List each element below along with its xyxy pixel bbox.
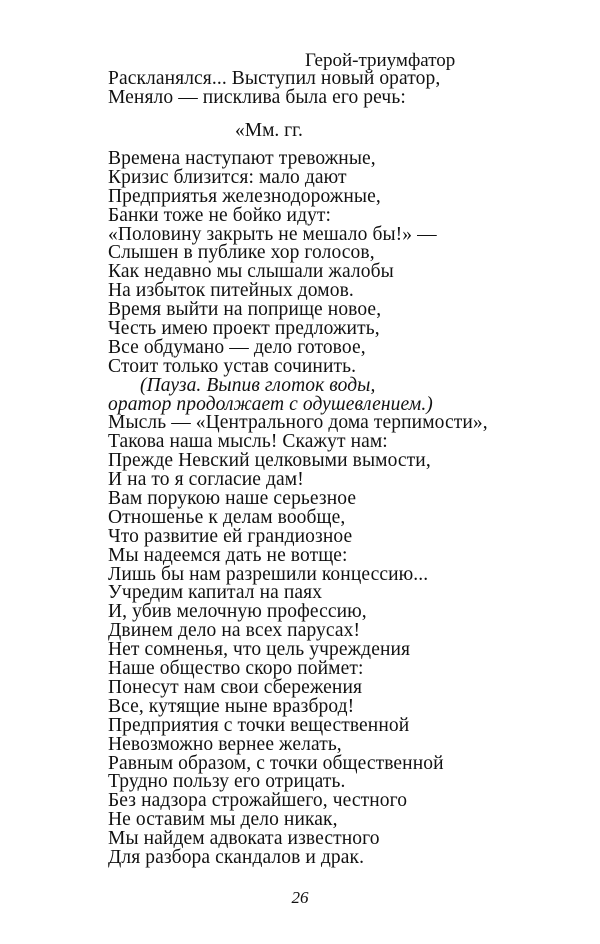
verse-line: Лишь бы нам разрешили концессию... bbox=[108, 563, 429, 585]
verse-line: Не оставим мы дело никак, bbox=[108, 809, 338, 831]
verse-line: На избыток питейных домов. bbox=[108, 280, 354, 302]
stage-direction-line: (Пауза. Выпив глоток воды, bbox=[140, 374, 376, 396]
verse-line: Меняло — писклива была его речь: bbox=[108, 86, 406, 108]
verse-line: Время выйти на поприще новое, bbox=[108, 299, 382, 321]
speech-heading: «Мм. гг. bbox=[235, 120, 303, 141]
verse-line: Банки тоже не бойко идут: bbox=[108, 204, 332, 226]
verse-line: Мысль — «Центрального дома терпимости», bbox=[108, 412, 488, 434]
verse-line: Невозможно вернее желать, bbox=[108, 733, 342, 755]
verse-line: Предприятья железнодорожные, bbox=[108, 185, 381, 207]
verse-line: Все обдумано — дело готовое, bbox=[108, 336, 366, 358]
page-number: 26 bbox=[291, 888, 309, 907]
verse-line: Такова наша мысль! Скажут нам: bbox=[108, 431, 388, 453]
verse-line: Прежде Невский целковыми вымости, bbox=[108, 450, 431, 472]
verse-line: Кризис близится: мало дают bbox=[108, 166, 347, 188]
verse-line: Что развитие ей грандиозное bbox=[108, 525, 353, 547]
running-head: Герой-триумфатор bbox=[305, 50, 456, 71]
verse-line: Стоит только устав сочинить. bbox=[108, 355, 357, 377]
verse-line: Учредим капитал на паях bbox=[108, 582, 323, 604]
verse-line: Вам порукою наше серьезное bbox=[108, 488, 357, 510]
verse-line: Понесут нам свои сбережения bbox=[108, 676, 363, 698]
verse-line: Все, кутящие ныне вразброд! bbox=[108, 695, 355, 717]
verse-line: Равным образом, с точки общественной bbox=[108, 752, 444, 774]
verse-line: Слышен в публике хор голосов, bbox=[108, 242, 375, 264]
verse-line: Раскланялся... Выступил новый оратор, bbox=[108, 68, 441, 89]
speech-stanza bbox=[108, 150, 488, 868]
verse-line: Трудно пользу его отрицать. bbox=[108, 771, 346, 793]
verse-line: «Половину закрыть не мешало бы!» — bbox=[108, 223, 437, 245]
verse-line: Нет сомненья, что цель учреждения bbox=[108, 639, 411, 661]
verse-line: Времена наступают тревожные, bbox=[108, 148, 376, 169]
verse-line: Честь имею проект предложить, bbox=[108, 318, 380, 340]
verse-line: И на то я согласие дам! bbox=[108, 469, 304, 491]
verse-line: Как недавно мы слышали жалобы bbox=[108, 261, 394, 283]
intro-stanza bbox=[108, 70, 440, 108]
verse-line: Мы надеемся дать не вотще: bbox=[108, 544, 348, 566]
verse-line: Без надзора строжайшего, честного bbox=[108, 790, 408, 812]
verse-line: И, убив мелочную профессию, bbox=[108, 601, 367, 623]
verse-line: Предприятия с точки вещественной bbox=[108, 714, 410, 736]
verse-line: Отношенье к делам вообще, bbox=[108, 506, 346, 528]
verse-line: Для разбора скандалов и драк. bbox=[108, 846, 365, 868]
verse-line: Наше общество скоро поймет: bbox=[108, 658, 364, 680]
verse-line: Двинем дело на всех парусах! bbox=[108, 620, 361, 642]
stage-direction-line: оратор продолжает с одушевлением.) bbox=[108, 393, 433, 415]
verse-line: Мы найдем адвоката известного bbox=[108, 828, 380, 850]
